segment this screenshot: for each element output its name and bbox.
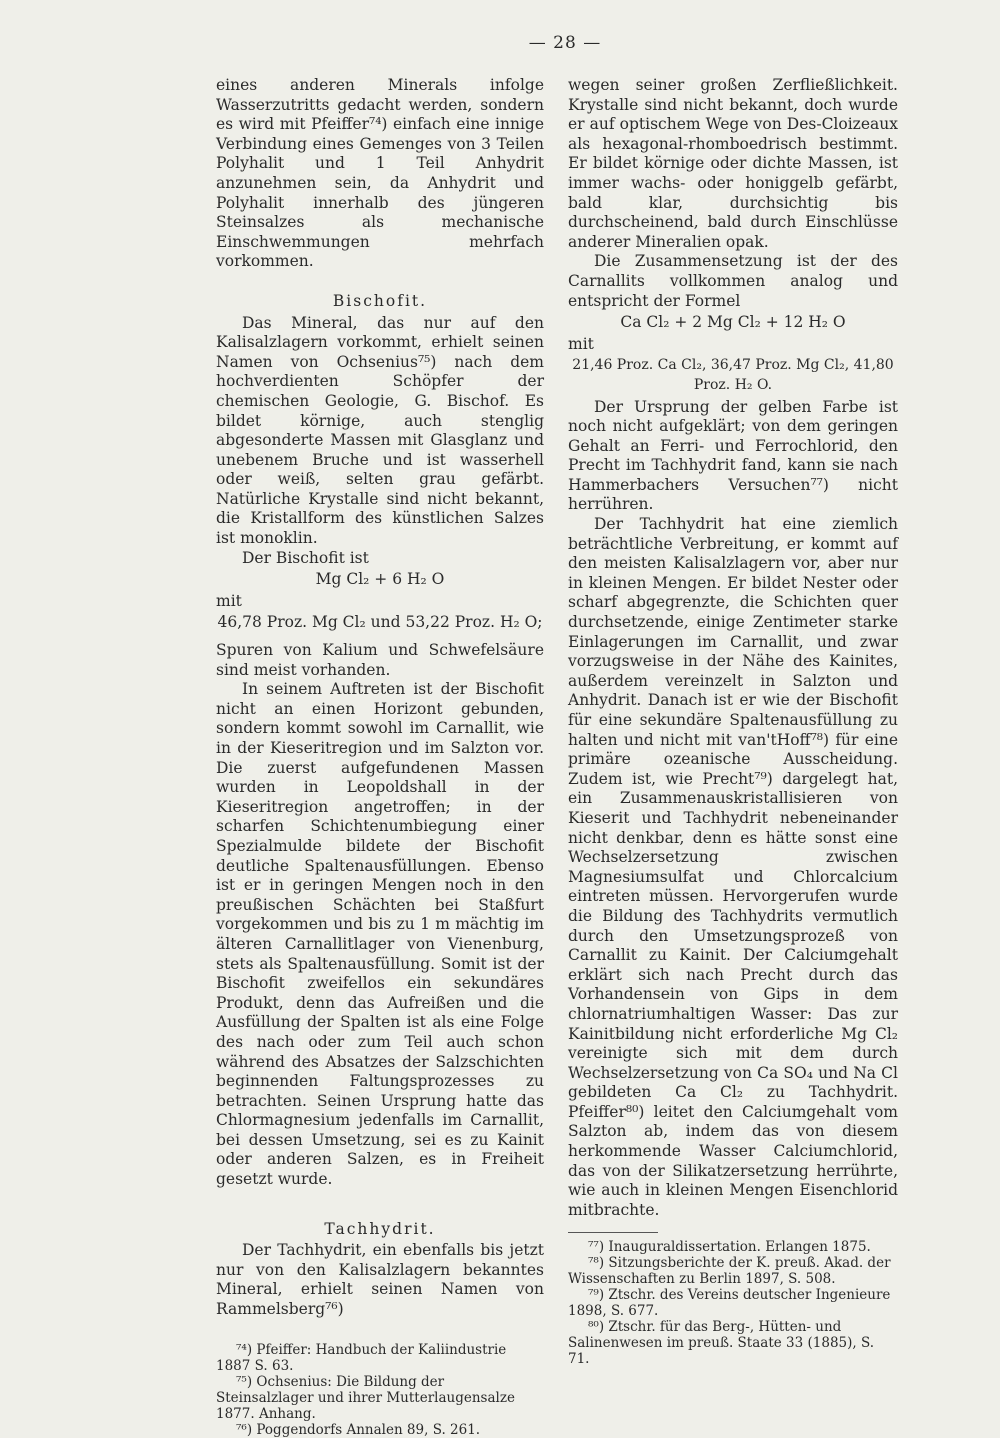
footnote: ⁷⁷) Inauguraldissertation. Erlangen 1875. — [588, 1239, 871, 1256]
paragraph: Der Tachhydrit hat eine ziemlich beträchtliche Verbreitung, er kommt auf den meisten Kalisalzlagern vor, aber nur in kleinen Mengen. Er bildet Nester oder scharf abgegrenzte, die Schichten quer durchsetzende, einige Zentimeter starke Einlagerungen im Carnallit, und zwar vorzugsweise in der Nähe des Kainites, außerdem vereinzelt in Salzton und Anhydrit. Danach ist er wie der Bischofit für eine sekundäre Spaltenausfüllung zu halten und nicht mit van'tHoff⁷⁸) für eine primäre ozeanische Ausscheidung. Zudem ist, wie Precht⁷⁹) dargelegt hat, ein Zusammenauskristallisieren von Kieserit und Tachhydrit nebeneinander nicht denkbar, denn es hätte sonst eine Wechselzersetzung zwischen Magnesiumsulfat und Chlorcalcium eintreten müssen. Hervorgerufen wurde die Bildung des Tachhydrits vermutlich durch den Umsetzungsprozeß von Carnallit zu Kainit. Der Calciumgehalt erklärt sich nach Precht durch das Vorhandensein von Gips in dem chlornatriumhaltigen Wasser: Das zur Kainitbildung nicht erforderliche Mg Cl₂ vereinigte sich mit dem durch Wechselzersetzung von Ca SO₄ und Na Cl gebildeten Ca Cl₂ zu Tachhydrit. Pfeiffer⁸⁰) leitet den Calciumgehalt vom Salzton ab, indem das von diesem herkommende Wasser Calciumchlorid, das von der Silikatzersetzung herrührte, wie auch in kleinen Mengen Eisenchlorid mitbrachte. — [568, 515, 898, 1219]
composition-line: 21,46 Proz. Ca Cl₂, 36,47 Proz. Mg Cl₂, 41,80 Proz. H₂ O. — [572, 357, 894, 393]
chemical-formula: Mg Cl₂ + 6 H₂ O — [315, 570, 445, 589]
paragraph: Spuren von Kalium und Schwefelsäure sind meist vorhanden. — [216, 641, 544, 679]
paragraph: Der Ursprung der gelben Farbe ist noch nicht aufgeklärt; von dem geringen Gehalt an Ferri- und Ferrochlorid, den Precht im Tachhydrit fand, kann sie nach Hammerbachers Versuchen⁷⁷) nicht herrühren. — [568, 397, 898, 514]
page-number: — 28 — — [528, 33, 602, 53]
left-column — [216, 76, 544, 1438]
footnote: ⁷⁶) Poggendorfs Annalen 89, S. 261. — [236, 1421, 481, 1438]
paragraph: Der Bischofit ist — [242, 548, 369, 567]
footnote: ⁷⁹) Ztschr. des Vereins deutscher Ingenieure 1898, S. 677. — [568, 1287, 891, 1320]
paragraph: Das Mineral, das nur auf den Kalisalzlagern vorkommt, erhielt seinen Namen von Ochsenius⁷⁵) nach dem hochverdienten Schöpfer der chemischen Geologie, G. Bischof. Es bildet körnige, auch stenglig abgesonderte Massen mit Glasglanz und unebenem Bruche und ist wasserhell oder weiß, selten grau gefärbt. Natürliche Krystalle sind nicht bekannt, die Kristallform des künstlichen Salzes ist monoklin. — [216, 313, 544, 548]
right-column — [568, 76, 898, 1367]
footnote-rule — [568, 1232, 658, 1233]
footnote: ⁷⁵) Ochsenius: Die Bildung der Steinsalzlager und ihrer Mutterlaugensalze 1877. Anhang. — [216, 1373, 515, 1422]
composition-line: 46,78 Proz. Mg Cl₂ und 53,22 Proz. H₂ O; — [217, 613, 543, 632]
paragraph: In seinem Auftreten ist der Bischofit nicht an einen Horizont gebunden, sondern kommt sowohl im Carnallit, wie in der Kieseritregion und im Salzton vor. Die zuerst aufgefundenen Massen wurden in Leopoldshall in der Kieseritregion angetroffen; in der scharfen Schichtenumbiegung einer Spezialmulde bildete der Bischofit deutliche Spaltenausfüllungen. Ebenso ist er in geringen Mengen noch in den preußischen Schächten bei Staßfurt vorgekommen und bis zu 1 m mächtig im älteren Carnallitlager von Vienenburg, stets als Spaltenausfüllung. Somit ist der Bischofit zweifellos ein sekundäres Produkt, denn das Aufreißen und die Ausfüllung der Spalten ist als eine Folge des nach oder zum Teil auch schon während des Absatzes der Salzschichten beginnenden Faltungsprozesses zu betrachten. Seinen Ursprung hatte das Chlormagnesium jedenfalls im Carnallit, bei dessen Umsetzung, sei es zu Kainit oder anderen Salzen, es in Freiheit gesetzt wurde. — [216, 680, 544, 1189]
paragraph: eines anderen Minerals infolge Wasserzutritts gedacht werden, sondern es wird mit Pfeiffer⁷⁴) einfach eine innige Verbindung eines Gemenges von 3 Teilen Polyhalit und 1 Teil Anhydrit anzunehmen sein, da Anhydrit und Polyhalit innerhalb des jüngeren Steinsalzes als mechanische Einschwemmungen mehrfach vorkommen. — [216, 76, 544, 271]
footnote: ⁷⁴) Pfeiffer: Handbuch der Kaliindustrie 1887 S. 63. — [216, 1341, 507, 1374]
paragraph: wegen seiner großen Zerfließlichkeit. Krystalle sind nicht bekannt, doch wurde er auf optischem Wege von Des-Cloizeaux als hexagonal-rhomboedrisch bestimmt. Er bildet körnige oder dichte Massen, ist immer wachs- oder honiggelb gefärbt, bald klar, durchsichtig bis durchscheinend, bald durch Einschlüsse anderer Mineralien opak. — [568, 76, 898, 251]
section-heading-tachhydrit: Tachhydrit. — [324, 1219, 436, 1238]
footnote: ⁸⁰) Ztschr. für das Berg-, Hütten- und Salinenwesen im preuß. Staate 33 (1885), S. 71. — [568, 1319, 875, 1368]
paragraph: mit — [216, 591, 242, 610]
paragraph: mit — [568, 334, 594, 353]
paragraph: Der Tachhydrit, ein ebenfalls bis jetzt nur von den Kalisalzlagern bekanntes Mineral, erhielt seinen Namen von Rammelsberg⁷⁶) — [216, 1241, 544, 1319]
section-heading-bischofit: Bischofit. — [332, 291, 428, 310]
chemical-formula: Ca Cl₂ + 2 Mg Cl₂ + 12 H₂ O — [620, 313, 846, 332]
paragraph: Die Zusammensetzung ist der des Carnallits vollkommen analog und entspricht der Formel — [568, 252, 898, 310]
footnote: ⁷⁸) Sitzungsberichte der K. preuß. Akad. der Wissenschaften zu Berlin 1897, S. 508. — [568, 1255, 891, 1288]
